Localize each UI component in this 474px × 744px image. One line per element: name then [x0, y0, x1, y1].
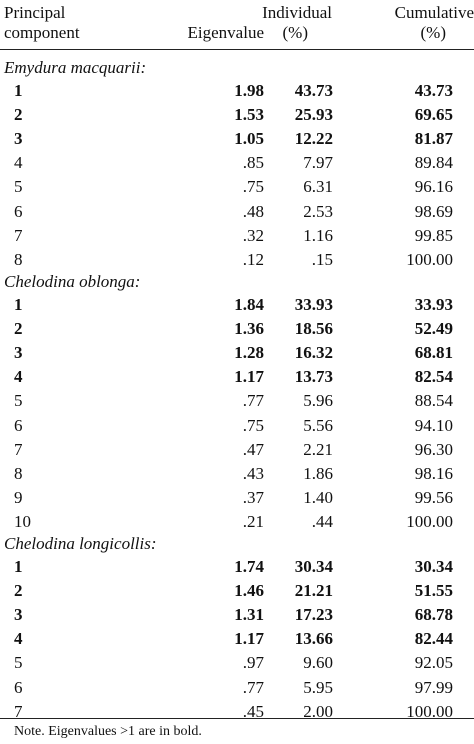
cell-eigenvalue: 1.46 — [234, 581, 264, 601]
cell-component: 3 — [14, 605, 23, 625]
cell-component: 7 — [14, 225, 23, 245]
cell-component: 6 — [14, 415, 23, 435]
cell-individual: 25.93 — [294, 105, 333, 125]
cell-cumulative: 68.81 — [414, 343, 453, 363]
table-row — [0, 389, 474, 413]
cell-individual: 30.34 — [294, 557, 333, 576]
table-row — [0, 510, 474, 534]
table-row — [0, 224, 474, 248]
cell-individual: 2.53 — [303, 201, 333, 221]
cell-eigenvalue: 1.53 — [234, 105, 264, 125]
cell-cumulative: 82.54 — [414, 367, 453, 387]
cell-individual: .44 — [311, 511, 333, 531]
cell-cumulative: 98.69 — [414, 201, 453, 221]
cell-component: 4 — [14, 153, 23, 173]
cell-cumulative: 81.87 — [414, 129, 453, 149]
table-row — [0, 341, 474, 365]
cell-eigenvalue: .75 — [242, 415, 264, 435]
cell-component: 5 — [14, 653, 23, 673]
cell-cumulative: 98.16 — [414, 463, 453, 483]
header-eigenvalue: Eigenvalue — [187, 23, 264, 42]
cell-eigenvalue: 1.05 — [234, 129, 264, 149]
cell-cumulative: 100.00 — [406, 249, 453, 269]
cell-cumulative: 30.34 — [414, 557, 453, 576]
cell-component: 3 — [14, 343, 23, 363]
cell-component: 8 — [14, 463, 23, 483]
cell-eigenvalue: .97 — [242, 653, 264, 673]
table-row — [0, 175, 474, 199]
cell-individual: 33.93 — [294, 295, 333, 314]
cell-individual: 5.56 — [303, 415, 333, 435]
cell-component: 8 — [14, 249, 23, 269]
header-component: component — [4, 23, 80, 42]
cell-eigenvalue: .32 — [242, 225, 264, 245]
group-label: Emydura macquarii: — [4, 58, 147, 77]
cell-individual: 5.96 — [303, 391, 333, 411]
cell-eigenvalue: .48 — [242, 201, 264, 221]
cell-eigenvalue: 1.31 — [234, 605, 264, 625]
header-cumulative-unit: (%) — [420, 23, 446, 42]
table-row — [0, 414, 474, 438]
cell-individual: 7.97 — [303, 153, 333, 173]
cell-component: 1 — [14, 295, 23, 314]
table-row — [0, 555, 474, 579]
cell-component: 1 — [14, 557, 23, 576]
table-row — [0, 151, 474, 175]
cell-eigenvalue: .12 — [242, 249, 264, 269]
cell-component: 1 — [14, 81, 23, 100]
cell-component: 5 — [14, 177, 23, 197]
table-row — [0, 127, 474, 151]
table-row — [0, 700, 474, 724]
cell-cumulative: 33.93 — [414, 295, 453, 314]
cell-component: 7 — [14, 439, 23, 459]
cell-individual: 43.73 — [294, 81, 333, 100]
cell-component: 9 — [14, 487, 23, 507]
table-row — [0, 627, 474, 651]
cell-individual: 13.66 — [294, 629, 333, 649]
cell-component: 2 — [14, 319, 23, 339]
cell-component: 4 — [14, 629, 23, 649]
cell-eigenvalue: .21 — [242, 511, 264, 531]
cell-individual: 13.73 — [294, 367, 333, 387]
bottom-rule — [0, 718, 474, 719]
group-label: Chelodina longicollis: — [4, 534, 157, 553]
cell-eigenvalue: 1.36 — [234, 319, 264, 339]
cell-component: 7 — [14, 701, 23, 721]
header-rule — [0, 49, 474, 50]
cell-component: 2 — [14, 581, 23, 601]
cell-individual: .15 — [311, 249, 333, 269]
header-individual-unit: (%) — [282, 23, 308, 42]
cell-eigenvalue: .43 — [242, 463, 264, 483]
cell-cumulative: 69.65 — [414, 105, 453, 125]
table-row — [0, 676, 474, 700]
cell-component: 2 — [14, 105, 23, 125]
header-individual: Individual — [262, 3, 332, 22]
cell-individual: 12.22 — [294, 129, 333, 149]
cell-component: 4 — [14, 367, 23, 387]
table-row — [0, 603, 474, 627]
cell-individual: 1.86 — [303, 463, 333, 483]
cell-cumulative: 96.30 — [414, 439, 453, 459]
cell-individual: 17.23 — [294, 605, 333, 625]
cell-eigenvalue: 1.28 — [234, 343, 264, 363]
header-principal: Principal — [4, 3, 66, 22]
cell-component: 6 — [14, 677, 23, 697]
cell-eigenvalue: .47 — [242, 439, 264, 459]
cell-component: 3 — [14, 129, 23, 149]
cell-eigenvalue: .45 — [242, 701, 264, 721]
cell-individual: 1.16 — [303, 225, 333, 245]
cell-cumulative: 92.05 — [414, 653, 453, 673]
cell-cumulative: 99.85 — [414, 225, 453, 245]
table-row — [0, 293, 474, 317]
cell-component: 5 — [14, 391, 23, 411]
table-header — [0, 0, 474, 50]
cell-cumulative: 89.84 — [414, 153, 453, 173]
cell-component: 10 — [14, 511, 31, 531]
cell-individual: 1.40 — [303, 487, 333, 507]
table-row — [0, 438, 474, 462]
cell-individual: 21.21 — [294, 581, 333, 601]
cell-individual: 6.31 — [303, 177, 333, 197]
cell-eigenvalue: .77 — [242, 391, 264, 411]
cell-cumulative: 94.10 — [414, 415, 453, 435]
cell-cumulative: 100.00 — [406, 701, 453, 721]
cell-cumulative: 97.99 — [414, 677, 453, 697]
cell-eigenvalue: .77 — [242, 677, 264, 697]
table-row — [0, 651, 474, 675]
cell-individual: 16.32 — [294, 343, 333, 363]
cell-eigenvalue: 1.98 — [234, 81, 264, 100]
cell-eigenvalue: .85 — [242, 153, 264, 173]
cell-cumulative: 51.55 — [414, 581, 453, 601]
table-row — [0, 486, 474, 510]
cell-cumulative: 96.16 — [414, 177, 453, 197]
cell-individual: 5.95 — [303, 677, 333, 697]
cell-cumulative: 88.54 — [414, 391, 453, 411]
cell-eigenvalue: 1.17 — [234, 367, 264, 387]
table-row — [0, 103, 474, 127]
cell-cumulative: 99.56 — [414, 487, 453, 507]
table-row — [0, 462, 474, 486]
cell-eigenvalue: .75 — [242, 177, 264, 197]
cell-cumulative: 43.73 — [414, 81, 453, 100]
cell-individual: 2.21 — [303, 439, 333, 459]
table-note: Note. Eigenvalues >1 are in bold. — [14, 724, 202, 739]
table-row — [0, 317, 474, 341]
cell-eigenvalue: 1.74 — [234, 557, 264, 576]
cell-eigenvalue: 1.84 — [234, 295, 264, 314]
cell-cumulative: 68.78 — [414, 605, 453, 625]
cell-cumulative: 100.00 — [406, 511, 453, 531]
cell-cumulative: 82.44 — [414, 629, 453, 649]
cell-individual: 9.60 — [303, 653, 333, 673]
table-row — [0, 248, 474, 272]
cell-individual: 2.00 — [303, 701, 333, 721]
cell-eigenvalue: .37 — [242, 487, 264, 507]
cell-component: 6 — [14, 201, 23, 221]
table-row — [0, 579, 474, 603]
table-row — [0, 365, 474, 389]
header-cumulative: Cumulative — [394, 3, 474, 22]
cell-cumulative: 52.49 — [414, 319, 453, 339]
cell-individual: 18.56 — [294, 319, 333, 339]
table-row — [0, 79, 474, 103]
table-row — [0, 200, 474, 224]
group-label: Chelodina oblonga: — [4, 272, 141, 291]
cell-eigenvalue: 1.17 — [234, 629, 264, 649]
